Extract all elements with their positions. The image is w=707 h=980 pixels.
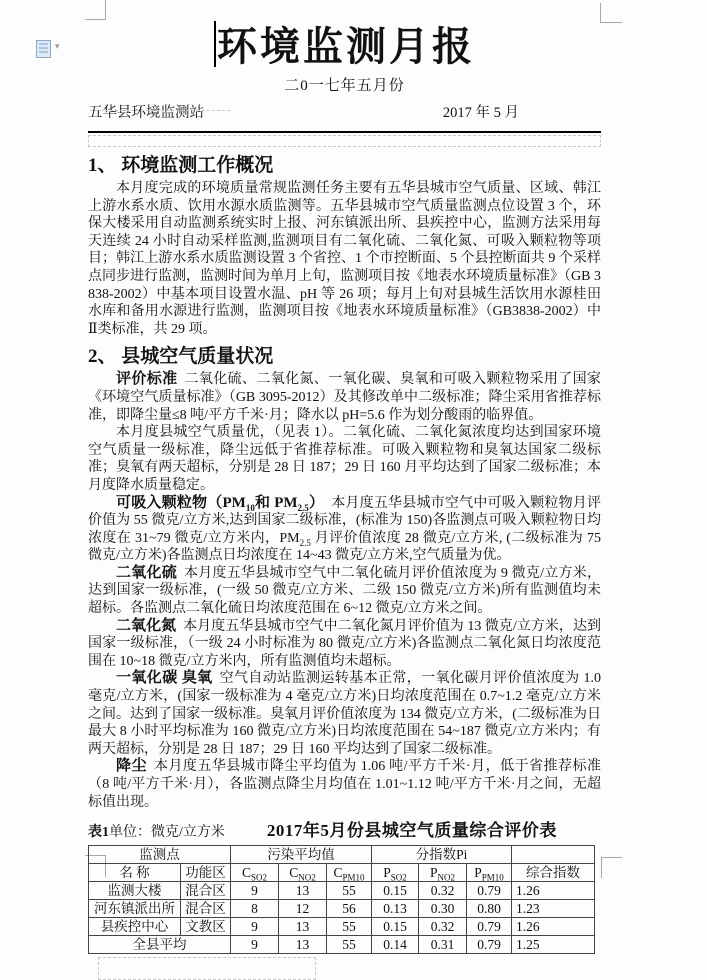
cell-pno2: 0.32 — [419, 918, 467, 936]
cell-zone: 混合区 — [181, 900, 231, 918]
air-quality-table — [88, 845, 595, 954]
header-divider-rule — [88, 131, 601, 133]
paragraph-lead: 二氧化氮 — [116, 617, 177, 634]
cell-composite-index: 1.26 — [512, 882, 595, 900]
paragraph-text: 本月度五华县城市空气中可吸入颗粒物月评价值为 55 微克/立方米,达到国家二级标准，(标准为 150)各监测点可吸入颗粒物日均浓度在 31~79 微克/立方米内，$PM_{2.5}$ 月评价值浓度 28 微克/立方米, (二级标准为 75 微克/立方米)各监测点日均浓度在 14~43 微克/立方米,空气质量为优。 — [88, 495, 602, 564]
cell-pno2: 0.30 — [419, 900, 467, 918]
header-index-group: 分指数Pi — [372, 846, 512, 864]
cell-cpm10: 56 — [327, 900, 372, 918]
document-paste-icon — [36, 40, 51, 58]
paragraph-text: 空气自动站监测运转基本正常，一氧化碳月评价值浓度为 1.0 毫克/立方米，(国家一级标准为 4 毫克/立方米)日均浓度范围在 0.7~1.2 毫克/立方米之间。达到了国家一级标准。臭氧月评价值浓度为 134 微克/立方米，(二级标准为日最大 8 小时平均标准为 160 微克/立方米)日均浓度范围在 54~187 微克/立方米内；有两天超标，分别是 28 日 187；29 日 160 平均达到了国家二级标准。 — [88, 671, 601, 757]
header-pso2: $P_{SO2}$ — [372, 864, 419, 882]
paragraph-text: 本月度完成的环境质量常规监测任务主要有五华县城市空气质量、区域、韩江上游水系水质、饮用水源水质监测等。五华县城市空气质量监测点位设置 3 个，环保大楼采用自动监测系统实时上报、河东镇派出所、县疾控中心，监测方法采用每天连续 24 小时自动采样监测,监测项目有二氧化硫、二氧化氮、可吸入颗粒物等项目；韩江上游水系水质监测设置 3 个省控、1 个市控断面、5 个县控断面共 9 个采样点同步进行监测，监测时间为单月上旬，监测项目按《地表水环境质量标准》（GB 3838-2002）中基本项目设置水温、pH 等 26 项；每月上旬对县城生活饮用水源桂田水库和备用水源进行监测，监测项目按《地表水环境质量标准》（GB3838-2002）中Ⅱ类标准，共 29 项。 — [88, 181, 601, 337]
table-average-row — [89, 936, 595, 954]
table-caption — [88, 816, 601, 841]
cell-pso2: 0.14 — [372, 936, 419, 954]
header-ppm10: $P_{PM10}$ — [467, 864, 512, 882]
cell-cpm10: 55 — [327, 936, 372, 954]
cell-average-name: 全县平均 — [89, 936, 231, 954]
paragraph-lead: 降尘 — [116, 758, 147, 775]
cell-pno2: 0.32 — [419, 882, 467, 900]
section2-heading: 2、 县城空气质量状况 — [88, 346, 274, 368]
cell-cso2: 9 — [231, 918, 279, 936]
cell-cpm10: 55 — [327, 882, 372, 900]
empty-text-frame-below-table — [98, 957, 316, 980]
paragraph-so2 — [88, 565, 601, 618]
cell-composite-index: 1.25 — [512, 936, 595, 954]
document-subtitle: 二0一七年五月份 — [284, 78, 405, 94]
table-row — [89, 882, 595, 900]
header-empty-cell — [512, 846, 595, 864]
cell-name: 监测大楼 — [89, 882, 181, 900]
paragraph-section1 — [88, 180, 601, 338]
header-pollution-group: 污染平均值 — [231, 846, 372, 864]
document-content — [88, 0, 601, 980]
paragraph-evaluation-standard — [88, 371, 601, 424]
table-caption-title: 2017年5月份县城空气质量综合评价表 — [266, 821, 557, 841]
cell-ppm10: 0.79 — [467, 918, 512, 936]
table-header-row — [89, 864, 595, 882]
paragraph-text: 本月度县城空气质量优，（见表 1）。二氧化硫、二氧化氮浓度均达到国家环境空气质量一级标准，降尘远低于省推荐标准。可吸入颗粒物和臭氧达国家二级标准；臭氧有两天超标，分别是 28 日 187；29 日 160 月平均达到了国家二级标准；本月度降水质量稳定。 — [88, 425, 601, 493]
cell-cso2: 9 — [231, 882, 279, 900]
paragraph-text: 二氧化硫、二氧化氮、一氧化碳、臭氧和可吸入颗粒物采用了国家《环境空气质量标准》（GB 3095-2012）及其修改单中二级标准；降尘采用省推荐标准，即降尘量≤8 吨/平方千米·月；降水以 pH=5.6 作为划分酸雨的临界值。 — [88, 372, 601, 423]
text-frame-dashed-edge — [90, 110, 230, 111]
cell-composite-index: 1.26 — [512, 918, 595, 936]
cell-zone: 混合区 — [181, 882, 231, 900]
table-caption-label: 表1 — [88, 825, 109, 841]
cell-name: 县疾控中心 — [89, 918, 181, 936]
table-row — [89, 900, 595, 918]
header-pno2: $P_{NO2}$ — [419, 864, 467, 882]
table-caption-unit: 单位：微克/立方米 — [109, 825, 225, 841]
header-composite-index: 综合指数 — [512, 864, 595, 882]
cell-ppm10: 0.80 — [467, 900, 512, 918]
paragraph-lead: 评价标准 — [116, 371, 178, 388]
cell-cso2: 9 — [231, 936, 279, 954]
station-name: 五华县环境监测站 — [88, 105, 204, 121]
cell-cno2: 13 — [279, 918, 327, 936]
header-zone: 功能区 — [181, 864, 231, 882]
section1-heading: 1、 环境监测工作概况 — [88, 155, 274, 176]
paragraph-lead: 二氧化硫 — [116, 564, 177, 581]
cell-cno2: 13 — [279, 882, 327, 900]
cell-cpm10: 55 — [327, 918, 372, 936]
paragraph-text: 本月度五华县城市空气中二氧化氮月评价值为 13 微克/立方米，达到国家一级标准，（一级 24 小时标准为 80 微克/立方米)各监测点二氧化氮日均浓度范围在 10~18 微克/立方米内，所有监测值均未超标。 — [88, 618, 601, 669]
cell-cno2: 12 — [279, 900, 327, 918]
paragraph-monthly-summary — [88, 424, 601, 494]
header-cso2: $C_{SO2}$ — [231, 864, 279, 882]
cell-pso2: 0.15 — [372, 882, 419, 900]
cell-cso2: 8 — [231, 900, 279, 918]
cell-pso2: 0.15 — [372, 918, 419, 936]
paragraph-co-o3 — [88, 670, 601, 758]
paragraph-lead: 一氧化碳 臭氧 — [116, 670, 213, 687]
cell-cno2: 13 — [279, 936, 327, 954]
page-corner-mark-bottom-right — [601, 857, 622, 878]
byline-row — [88, 101, 601, 122]
header-station-group: 监测点 — [89, 846, 231, 864]
paragraph-text: 本月度五华县城市降尘平均值为 1.06 吨/平方千米·月，低于省推荐标准（8 吨/平方千米·月），各监测点降尘月均值在 1.01~1.12 吨/平方千米·月之间，无超标值出现。 — [88, 759, 601, 810]
table-header-group-row — [89, 846, 595, 864]
page-corner-mark-top-right — [600, 3, 622, 23]
page-title-text: 环境监测月报 — [217, 24, 475, 69]
cell-ppm10: 0.79 — [467, 936, 512, 954]
header-cno2: $C_{NO2}$ — [279, 864, 327, 882]
paragraph-dustfall — [88, 758, 601, 811]
cell-name: 河东镇派出所 — [89, 900, 181, 918]
cell-ppm10: 0.79 — [467, 882, 512, 900]
cell-zone: 文教区 — [181, 918, 231, 936]
paragraph-no2 — [88, 618, 601, 671]
paragraph-pm — [88, 495, 601, 565]
dropdown-arrow-icon: ▾ — [55, 42, 60, 52]
cell-composite-index: 1.23 — [512, 900, 595, 918]
paragraph-text: 本月度五华县城市空气中二氧化硫月评价值浓度为 9 微克/立方米，达到国家一级标准，(一级 50 微克/立方米、二级 150 微克/立方米)所有监测值均未超标。各监测点二氧化硫日均浓度范围在 6~12 微克/立方米之间。 — [88, 565, 601, 617]
report-date: 2017 年 5 月 — [442, 105, 519, 121]
paste-options-button[interactable] — [36, 40, 62, 58]
cell-pno2: 0.31 — [419, 936, 467, 954]
paragraph-lead: 可吸入颗粒物（$PM_{10}$和 $PM_{2.5}$） — [116, 494, 325, 513]
empty-text-frame — [88, 135, 601, 147]
table-row — [89, 918, 595, 936]
header-cpm10: $C_{PM10}$ — [327, 864, 372, 882]
cell-pso2: 0.13 — [372, 900, 419, 918]
text-cursor — [214, 21, 216, 67]
page-title — [88, 21, 601, 71]
header-name: 名 称 — [89, 864, 181, 882]
